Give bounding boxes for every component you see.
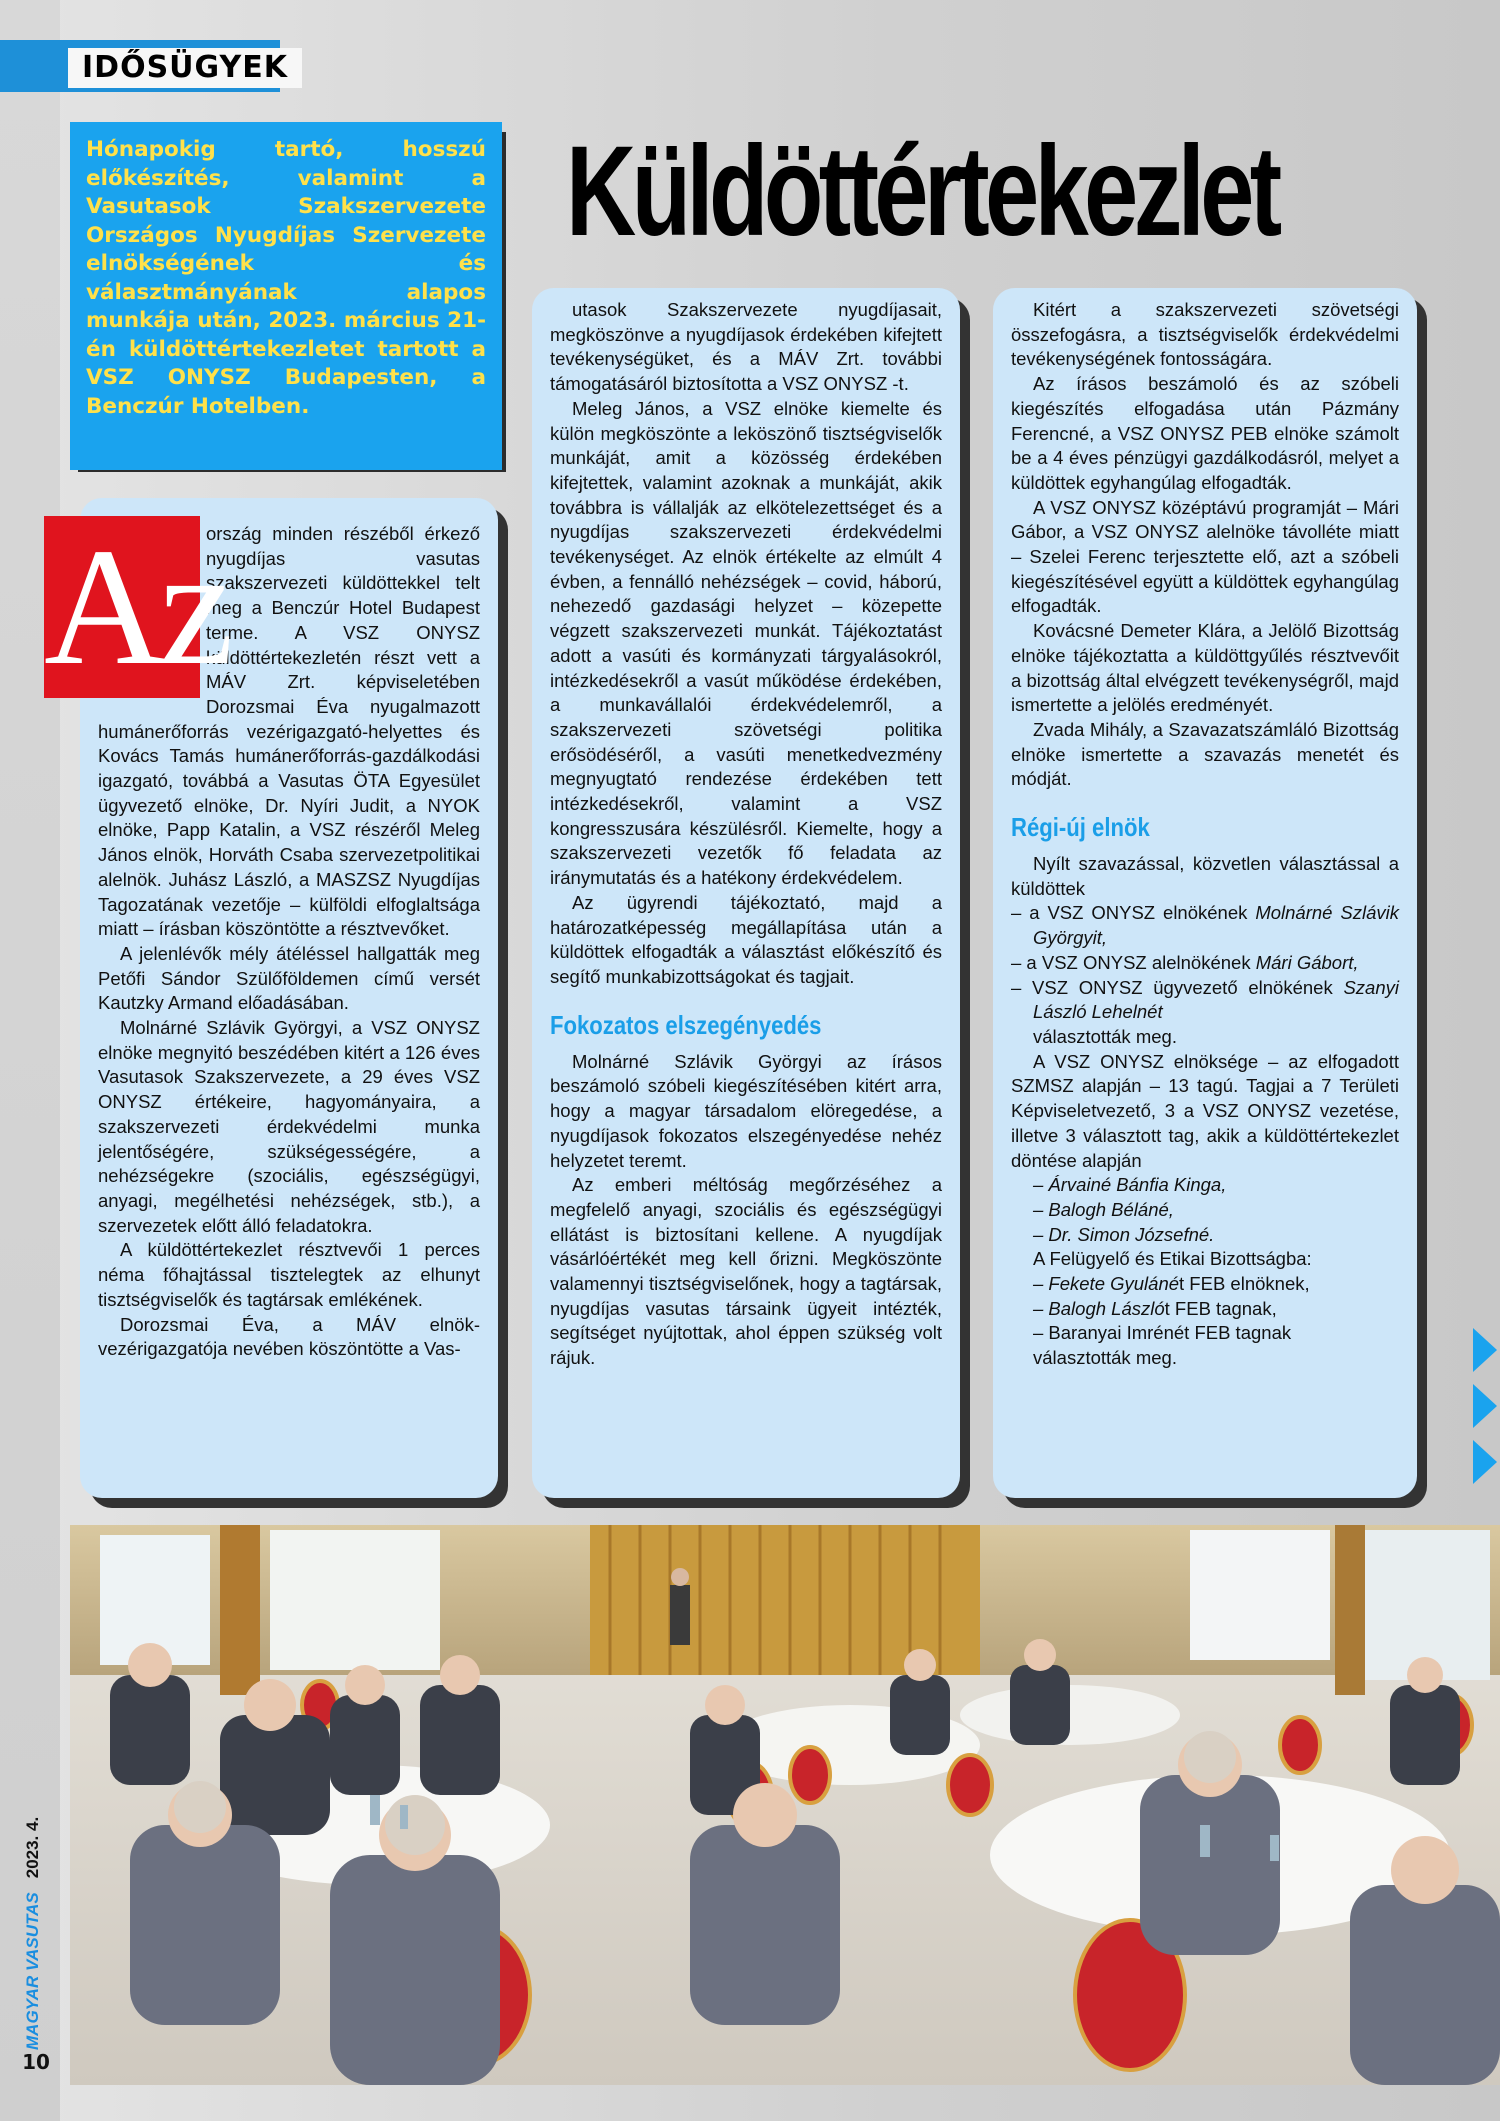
feb-3: – Baranyai Imrénét FEB tagnak <box>1033 1322 1292 1344</box>
col1-p1: ország minden részéből érkező nyugdíjas vasutas szakszervezeti küldöttekkel telt meg a Benczúr Hotel Budapest terme. A VSZ ONYSZ küldöttértekezletén részt vett a MÁV Zrt. képviseletében Dorozsmai Éva nyugalmazott humánerőforrás vezérigazgató-helyettes és Kovács Tamás humánerőforrás-gazdálkodási igazgató, továbbá a Vasutas ÖTA Egyesület ügyvezető elnöke, Dr. Nyíri Judit, a NYOK elnöke, Papp Katalin, a VSZ részéről Meleg János elnök, Horváth Csaba szervezetpolitikai alelnök. Juhász László, a MASZSZ Nyugdíjas Tagozatának vezetője – külföldi elfoglaltsága miatt – írásban köszöntötte a résztvevőket. <box>98 523 480 940</box>
col3-p2: Az írásos beszámoló és az szóbeli kiegészítés elfogadása után Pázmány Ferencné, a VSZ ONYSZ PEB elnöke számolt be a 4 éves pénzügyi gazdálkodásról, melyet a küldöttek egyhangúlag elfogadták. <box>1011 373 1399 493</box>
footer-issue: 2023. 4. <box>23 1816 42 1879</box>
feb-1: – Fekete Gyulánét FEB elnöknek, <box>1033 1273 1310 1295</box>
col1-p3: Molnárné Szlávik Györgyi, a VSZ ONYSZ elnöke megnyitó beszédében kitért a 126 éves Vasutasok Szakszervezete, a 29 éves VSZ ONYSZ értékeire, hagyományaira, a szakszervezeti érdekvédelmi munka jelentőségére, szükségességére, a nehézségekre (szociális, egészségügyi, anyagi, megélhetési nehézségek, stb.), a szervezetek előtt álló feladatokra. <box>98 1017 480 1236</box>
col1-p4: A küldöttértekezlet résztvevői 1 perces néma főhajtással tisztelegtek az elhunyt tisztségviselők és tagtársak emlékének. <box>98 1239 480 1310</box>
member-3: – Dr. Simon Józsefné. <box>1033 1223 1215 1245</box>
footer-brand: MAGYAR VASUTAS <box>23 1892 42 2050</box>
col3-p3: A VSZ ONYSZ középtávú programját – Mári Gábor, a VSZ ONYSZ alelnöke távolléte miatt – Szelei Ferenc terjesztette elő, azt a szóbeli kiegészítésével együtt a küldöttek egyhangúlag elfogadták. <box>1011 496 1399 617</box>
section-label: IDŐSÜGYEK <box>68 48 302 88</box>
conference-photo <box>70 1525 1500 2085</box>
headline: Küldöttértekezlet <box>566 120 1278 263</box>
footer-vertical-text <box>20 1817 46 2050</box>
feb-2: – Balogh Lászlót FEB tagnak, <box>1033 1297 1277 1319</box>
page-number: 10 <box>22 2050 50 2074</box>
footer-vertical <box>20 1790 48 2050</box>
col3-p7: választották meg. <box>1033 1025 1177 1047</box>
col3-p8: A VSZ ONYSZ elnöksége – az elfogadott SZMSZ alapján – 13 tagú. Tagjai a 7 Területi Képviseletvezető, 3 a VSZ ONYSZ vezetése, illetve 3 választott tag, akik a küldöttértekezlet döntése alapján <box>1011 1050 1399 1171</box>
lead-text: Hónapokig tartó, hosszú előkészítés, valamint a Vasutasok Szakszervezete Országos Nyugdíjas Szervezete elnökségének és választmányának alapos munkája után, 2023. március 21-én küldöttértekezletet tartott a VSZ ONYSZ Budapesten, a Benczúr Hotelben. <box>86 137 486 419</box>
dropcap: Az <box>44 514 228 700</box>
continue-arrow-icon <box>1473 1440 1497 1484</box>
continue-arrow-icon <box>1473 1384 1497 1428</box>
col2-p3: Az ügyrendi tájékoztató, majd a határozatképesség megállapítása után a küldöttek elfogadták a választást előkészítő és segítő munkabizottságokat és tagjait. <box>550 891 942 987</box>
continue-arrow-icon <box>1473 1328 1497 1372</box>
col3-p6: Nyílt szavazással, közvetlen választással a küldöttek <box>1011 853 1399 899</box>
col1-p2: A jelenlévők mély átéléssel hallgatták meg Petőfi Sándor Szülőföldemen című versét Kautzky Armand előadásában. <box>98 942 480 1014</box>
col3-p4: Kovácsné Demeter Klára, a Jelölő Bizottság elnöke tájékoztatta a küldöttgyűlés résztvevőit a bizottság által elvégzett tevékenységről, majd ismertette a jelölés eredményét. <box>1011 620 1399 716</box>
col1-p5: Dorozsmai Éva, a MÁV elnök-vezérigazgatója nevében köszöntötte a Vas- <box>98 1313 480 1360</box>
list-item-alelnok: – a VSZ ONYSZ alelnökének Mári Gábort, <box>1011 951 1359 973</box>
conference-photo-illustration <box>70 1525 1500 2085</box>
col2-p5: Az emberi méltóság megőrzéséhez a megfelelő anyagi, szociális és egészségügyi ellátást is biztosítani kellene. A nyugdíjak vásárlóértékét meg kell őrizni. Megköszönte valamennyi tisztségviselőnek, hogy a tagtársak, nyugdíjas vasutas társaink ügyeit intézték, segítséget nyújtottak, ahol éppen szükség volt rájuk. <box>550 1174 942 1369</box>
subheading-regi-uj: Régi-új elnök <box>1011 812 1150 843</box>
col3-p10: választották meg. <box>1033 1347 1177 1369</box>
member-1: – Árvainé Bánfia Kinga, <box>1033 1174 1227 1196</box>
subheading-fokozatos: Fokozatos elszegényedés <box>550 1009 822 1040</box>
column-2 <box>532 288 960 1498</box>
member-2: – Balogh Béláné, <box>1033 1198 1174 1220</box>
column-3 <box>993 288 1417 1498</box>
lead-box <box>70 122 502 470</box>
list-item-elnok: – a VSZ ONYSZ elnökének Molnárné Szlávik Györgyit, <box>1011 902 1399 949</box>
list-item-ugyvezeto: – VSZ ONYSZ ügyvezető elnökének Szanyi László Lehelnét <box>1011 976 1399 1023</box>
col2-p2: Meleg János, a VSZ elnöke kiemelte és külön megköszönte a leköszönő tisztségviselők munkáját, amit a közösség érdekében kifejtettek, valamint azoknak a munkáját, akik továbbra is vállalják az elkötelezettséget és a nyugdíjas szakszervezeti érdekvédelmi tevékenységet. Az elnök értékelte az elmúlt 4 évben, a fennálló nehézségek – covid, háború, nehezedő gazdasági helyzet – közepette végzett szakszervezeti munkát. Tájékoztatást adott a vasúti és kormányzati tárgyalásokról, intézkedésekről a vasút működése érdekében, a munkavállalói érdekvédelemről, a szakszervezeti szövetségi politika erősödéséről, a vasúti menetkedvezmény megnyugtató rendezése érdekében tett intézkedésekről, valamint a VSZ kongresszusára készülésről. Kiemelte, hogy a szakszervezeti vezetők fő feladata az iránymutatás és a hatékony érdekvédelem. <box>550 397 942 889</box>
col2-p1: utasok Szakszervezete nyugdíjasait, megköszönve a nyugdíjasok érdekében kifejtett tevékenységüket, és a MÁV Zrt. további támogatásáról biztosította a VSZ ONYSZ -t. <box>550 299 942 395</box>
col3-p9: A Felügyelő és Etikai Bizottságba: <box>1033 1248 1312 1270</box>
col3-p1: Kitért a szakszervezeti szövetségi összefogásra, a tisztségviselők érdekvédelmi tevékenységének fontosságára. <box>1011 299 1399 370</box>
col3-p5: Zvada Mihály, a Szavazatszámláló Bizottság elnöke ismertette a szavazás menetét és módját. <box>1011 718 1399 790</box>
col2-p4: Molnárné Szlávik Györgyi az írásos beszámoló szóbeli kiegészítésében kitért arra, hogy a magyar társadalom elöregedése, a nyugdíjasok fokozatos elszegényedése nehéz helyzetet teremt. <box>550 1050 942 1171</box>
